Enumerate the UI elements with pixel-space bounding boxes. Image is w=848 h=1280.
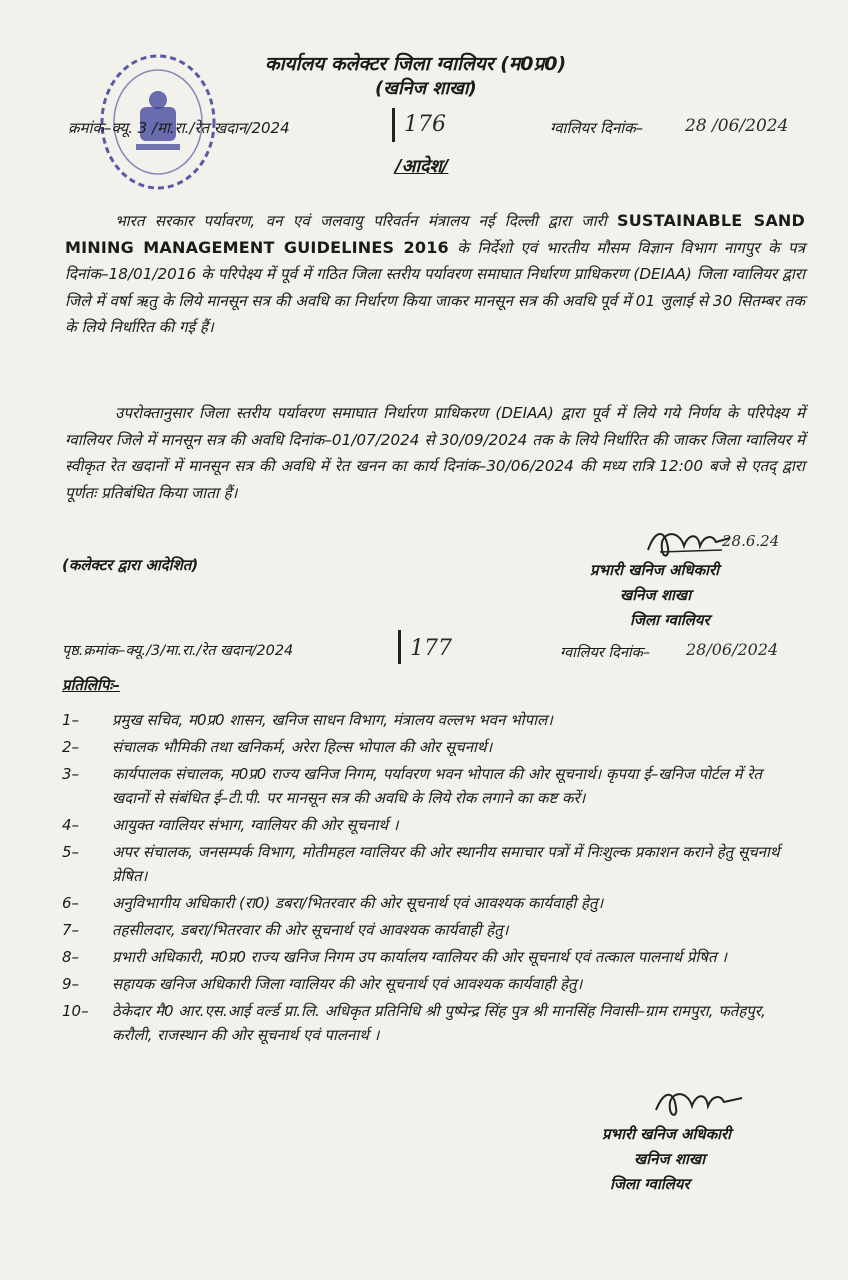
paragraph-1: [65, 208, 805, 341]
paragraph-2-text: उपरोक्तानुसार जिला स्तरीय पर्यावरण समाघात निर्धारण प्राधिकरण (DEIAA) द्वारा पूर्व में लिये गये निर्णय के परिपेक्ष्य में ग्वालियर जिले में मानसून सत्र की अवधि दिनांक–01/07/2024 से 30/09/2024 तक के लिये निर्धारित की जाकर जिला ग्वालियर में स्वीकृत रेत खदानों में मानसून सत्र की अवधि में रेत खनन का कार्य दिनांक–30/06/2024 की मध्य रात्रि 12:00 बजे से एतद् द्वारा पूर्णतः प्रतिबंधित किया जाता हैं।: [65, 404, 805, 502]
signatory-block-1: [590, 558, 719, 633]
list-item: 2– संचालक भौमिकी तथा खनिकर्म, अरेरा हिल्स भोपाल की ओर सूचनार्थ।: [62, 738, 493, 756]
list-item: 6– अनुविभागीय अधिकारी (रा0) डबरा/भितरवार की ओर सूचनार्थ एवं आवश्यक कार्यवाही हेतु।: [62, 894, 604, 912]
list-item: 3– कार्यपालक संचालक, म0प्र0 राज्य खनिज निगम, पर्यावरण भवन भोपाल की ओर सूचनार्थ। कृपया ई–खनिज पोर्टल में रेत खदानों से संबंधित ई–टी.पी. पर मानसून सत्र की अवधि के लिये रोक लगाने का कष्ट करें।: [62, 765, 762, 807]
list-item: 8– प्रभारी अधिकारी, म0प्र0 राज्य खनिज निगम उप कार्यालय ग्वालियर की ओर सूचनार्थ एवं तत्काल पालनार्थ प्रेषित ।: [62, 948, 727, 966]
order-date-label: ग्वालियर दिनांक–: [550, 119, 644, 137]
signature-date: 28.6.24: [722, 532, 780, 550]
endorsement-number: पृष्ठ.क्रमांक–क्यू./3/मा.रा./रेत खदान/2024: [62, 643, 294, 659]
signatory-2-district: जिला ग्वालियर: [610, 1175, 690, 1193]
signatory-branch: खनिज शाखा: [620, 586, 692, 604]
list-item: 1– प्रमुख सचिव, म0प्र0 शासन, खनिज साधन विभाग, मंत्रालय वल्लभ भवन भोपाल।: [62, 711, 553, 729]
paragraph-1-part2: के निर्देशो एवं भारतीय मौसम विज्ञान विभाग नागपुर के पत्र दिनांक–18/01/2016 के परिपेक्ष्य में पूर्व में गठित जिला स्तरीय पर्यावरण समाघात निर्धारण प्राधिकरण (DEIAA) जिला ग्वालियर द्वारा जिले में वर्षा ऋतु के लिये मानसून सत्र की अवधि का निर्धारण किया जाकर मानसून सत्र की अवधि पूर्व में 01 जुलाई से 30 सितम्बर तक के लिये निर्धारित की गई हैं।: [65, 238, 806, 336]
paragraph-1-part1: भारत सरकार पर्यावरण, वन एवं जलवायु परिवर्तन मंत्रालय नई दिल्ली द्वारा जारी: [115, 212, 607, 230]
signatory-block-2: [602, 1122, 731, 1197]
signatory-designation: प्रभारी खनिज अधिकारी: [590, 561, 720, 579]
office-title: कार्यालय कलेक्टर जिला ग्वालियर (म0प्र0): [265, 53, 567, 75]
endorsement-date: 28/06/2024: [686, 640, 779, 659]
signatory-2-designation: प्रभारी खनिज अधिकारी: [602, 1125, 732, 1143]
handwritten-order-no: 176: [404, 112, 446, 137]
paragraph-2: [65, 400, 805, 506]
order-number: क्रमांक–क्यू. 3 /मा.रा./रेत खदान/2024: [68, 119, 290, 137]
signature-2-icon: [650, 1082, 760, 1122]
collector-order-note: (कलेक्टर द्वारा आदेशित): [62, 556, 199, 574]
order-heading: /आदेश/: [395, 156, 449, 177]
handwritten-endorsement-no: 177: [410, 636, 452, 661]
separator-mark: [392, 108, 395, 142]
order-date: 28 /06/2024: [685, 116, 789, 136]
list-item: 5– अपर संचालक, जनसम्पर्क विभाग, मोतीमहल ग्वालियर की ओर स्थानीय समाचार पत्रों में निःशुल्क प्रकाशन कराने हेतु सूचनार्थ प्रेषित।: [62, 843, 780, 885]
list-item: 9– सहायक खनिज अधिकारी जिला ग्वालियर की ओर सूचनार्थ एवं आवश्यक कार्यवाही हेतु।: [62, 975, 583, 993]
branch-title: (खनिज शाखा): [375, 78, 477, 99]
signatory-2-branch: खनिज शाखा: [634, 1150, 706, 1168]
signatory-district: जिला ग्वालियर: [630, 611, 710, 629]
list-item: 10– ठेकेदार मै0 आर.एस.आई वर्ल्ड प्रा.लि. अधिकृत प्रतिनिधि श्री पुष्पेन्द्र सिंह पुत्र श्री मानसिंह निवासी–ग्राम रामपुरा, फतेहपुर, करौली, राजस्थान की ओर सूचनार्थ एवं पालनार्थ ।: [62, 1002, 766, 1044]
endorsement-date-label: ग्वालियर दिनांक–: [560, 645, 651, 661]
copy-to-label: प्रतिलिपिः–: [62, 676, 120, 694]
separator-mark-2: [398, 630, 401, 664]
list-item: 4– आयुक्त ग्वालियर संभाग, ग्वालियर की ओर सूचनार्थ ।: [62, 816, 399, 834]
copy-to-list: [62, 708, 792, 1050]
guidelines-title: SUSTAINABLE SAND MINING MANAGEMENT GUIDELINES 2016: [65, 211, 805, 257]
list-item: 7– तहसीलदार, डबरा/भितरवार की ओर सूचनार्थ एवं आवश्यक कार्यवाही हेतु।: [62, 921, 509, 939]
